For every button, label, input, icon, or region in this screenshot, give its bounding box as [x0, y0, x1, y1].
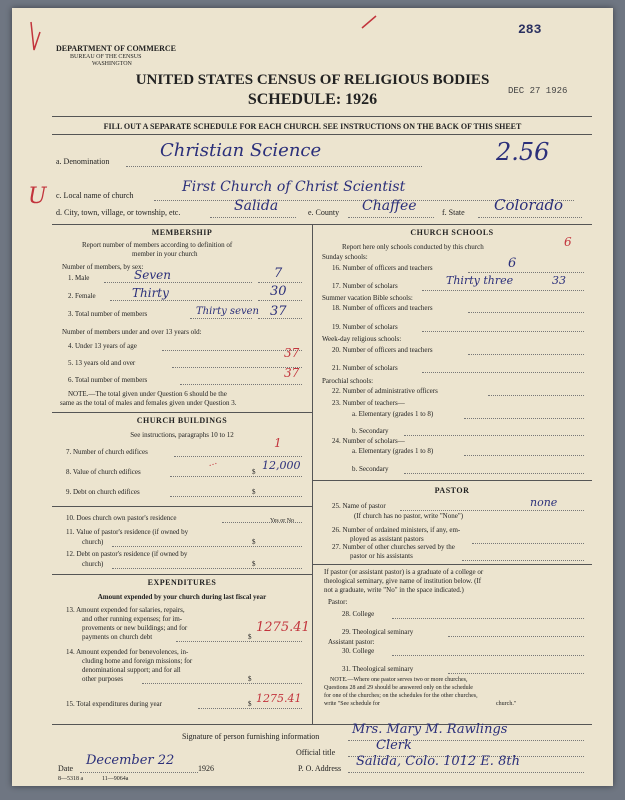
buildings-instructions: See instructions, paragraphs 10 to 12 [130, 431, 234, 439]
q25-hint: (If church has no pastor, write "None") [354, 512, 464, 520]
q6-label: 6. Total number of members [68, 376, 148, 384]
schools-intro: Report here only schools conducted by this church [342, 243, 484, 251]
q24a-label: a. Elementary (grades 1 to 8) [352, 447, 434, 455]
q5-label: 5. 13 years old and over [68, 359, 136, 367]
q14-label: 14. Amount expended for benevolences, in- [66, 648, 189, 656]
q21-label: 21. Number of scholars [332, 364, 398, 372]
pastor-heading: PASTOR [434, 486, 470, 495]
q13-value: 1275.41 [256, 620, 310, 635]
graduate-instructions: If pastor (or assistant pastor) is a graduate of a college or [324, 568, 484, 576]
q17-words: Thirty three [446, 274, 514, 287]
state-label: f. State [442, 208, 465, 217]
summer-schools-label: Summer vacation Bible schools: [322, 294, 413, 302]
q14-label-3: denominational support; and for all [82, 666, 181, 674]
pastor-note: NOTE.—Where one pastor serves two or more churches, [330, 677, 468, 683]
dollar-sign: $ [248, 633, 252, 641]
q1-label: 1. Male [68, 274, 90, 282]
dept-name: DEPARTMENT OF COMMERCE [56, 44, 177, 53]
q24-label: 24. Number of scholars— [332, 437, 405, 445]
bureau-name: BUREAU OF THE CENSUS [70, 54, 142, 60]
weekday-schools-label: Week-day religious schools: [322, 335, 402, 343]
signature-label: Signature of person furnishing information [182, 732, 320, 741]
dollar-sign: $ [248, 700, 252, 708]
schools-heading: CHURCH SCHOOLS [410, 228, 494, 237]
q27-label-2: pastor or his assistants [350, 552, 413, 560]
q7-label: 7. Number of church edifices [66, 448, 148, 456]
county-label: e. County [308, 208, 340, 217]
denomination-code: 2.56 [496, 138, 550, 166]
q2-label: 2. Female [68, 292, 96, 300]
members-by-sex-label: Number of members, by sex: [62, 263, 144, 271]
q13-label-3: provements or new buildings; and for [82, 624, 188, 632]
city-label: d. City, town, village, or township, etc. [56, 208, 181, 217]
q17-label: 17. Number of scholars [332, 282, 398, 290]
q13-label-4: payments on church debt [82, 633, 153, 641]
church-name-label: c. Local name of church [56, 191, 134, 200]
membership-note-2: same as the total of males and females given under Question 3. [60, 399, 237, 407]
q26-label-2: ployed as assistant pastors [350, 535, 424, 543]
q20-label: 20. Number of officers and teachers [332, 346, 433, 354]
pastor-note-3: for one of the churches; on the schedules for the other churches, [324, 693, 478, 699]
expenditures-heading: EXPENDITURES [147, 578, 217, 587]
q17-number: 33 [552, 274, 566, 287]
official-title-label: Official title [296, 748, 336, 757]
denomination-value: Christian Science [160, 140, 322, 161]
q7-number: 1 [274, 436, 282, 450]
po-address-label: P. O. Address [298, 764, 342, 773]
q2-number: 30 [270, 284, 287, 299]
red-check-mark [28, 20, 42, 54]
pastor-note-5: church." [496, 701, 517, 707]
q25-value: none [530, 496, 558, 509]
q24b-label: b. Secondary [352, 465, 389, 473]
membership-heading: MEMBERSHIP [151, 228, 213, 237]
q8-label: 8. Value of church edifices [66, 468, 141, 476]
dollar-sign: $ [252, 560, 256, 568]
q15-label: 15. Total expenditures during year [66, 700, 162, 708]
q14-label-4: other purposes [82, 675, 124, 683]
dollar-sign: $ [252, 468, 256, 476]
q11-label: 11. Value of pastor's residence (if owned by [66, 528, 189, 536]
q27-label: 27. Number of other churches served by the [332, 543, 455, 551]
q9-label: 9. Debt on church edifices [66, 488, 140, 496]
received-stamp: DEC 27 1926 [508, 86, 568, 96]
yes-no-hint: Yes or No [270, 518, 295, 524]
q31-label: 31. Theological seminary [342, 665, 414, 673]
schedule-title: SCHEDULE: 1926 [247, 91, 378, 108]
q4-label: 4. Under 13 years of age [68, 342, 137, 350]
po-address-value: Salida, Colo. 1012 E. 8th [356, 754, 520, 769]
denomination-label: a. Denomination [56, 157, 110, 166]
buildings-heading: CHURCH BUILDINGS [136, 416, 228, 425]
expenditures-intro: Amount expended by your church during last fiscal year [97, 593, 267, 601]
q15-value: 1275.41 [256, 692, 302, 705]
q30-label: 30. College [342, 647, 375, 655]
q18-label: 18. Number of officers and teachers [332, 304, 433, 312]
schools-intro-mark: 6 [564, 235, 572, 249]
county-value: Chaffee [362, 198, 417, 214]
official-title-value: Clerk [376, 738, 412, 753]
dollar-sign: $ [252, 488, 256, 496]
q12-label: 12. Debt on pastor's residence (if owned by [66, 550, 188, 558]
census-schedule-sheet [12, 8, 613, 786]
dollar-sign: $ [252, 538, 256, 546]
parochial-schools-label: Parochial schools: [322, 377, 374, 385]
membership-intro-2: member in your church [132, 250, 198, 258]
assistant-pastor-label: Assistant pastor: [328, 638, 375, 646]
dollar-sign: $ [248, 675, 252, 683]
margin-mark: U [28, 184, 47, 209]
q28-label: 28. College [342, 610, 375, 618]
q26-label: 26. Number of ordained ministers, if any, em- [332, 526, 461, 534]
q2-words: Thirty [132, 286, 169, 300]
q1-words: Seven [134, 268, 171, 282]
pastor-label: Pastor: [328, 598, 348, 606]
q29-label: 29. Theological seminary [342, 628, 414, 636]
membership-note: NOTE.—The total given under Question 6 should be the [68, 390, 227, 398]
membership-intro: Report number of members according to definition of [82, 241, 233, 249]
q1-number: 7 [274, 266, 283, 281]
bureau-city: WASHINGTON [92, 61, 132, 67]
graduate-instructions-2: theological seminary, give name of institution below. (If [324, 577, 482, 585]
q13-label-2: and other running expenses; for im- [82, 615, 183, 623]
q3-label: 3. Total number of members [68, 310, 148, 318]
signature-value: Mrs. Mary M. Rawlings [352, 722, 508, 737]
q25-label: 25. Name of pastor [332, 502, 386, 510]
print-number: 11—9064a [102, 776, 129, 782]
q10-label: 10. Does church own pastor's residence [66, 514, 177, 522]
city-value: Salida [234, 198, 279, 214]
q5-number: 37 [284, 346, 300, 360]
q16-label: 16. Number of officers and teachers [332, 264, 433, 272]
graduate-instructions-3: not a graduate, write "No" in the space indicated.) [324, 586, 464, 594]
date-value: December 22 [86, 753, 175, 768]
schedule-number: 283 [518, 22, 542, 37]
q11-label-2: church) [82, 538, 104, 546]
q12-label-2: church) [82, 560, 104, 568]
q22-label: 22. Number of administrative officers [332, 387, 438, 395]
pastor-note-4: write "See schedule for [324, 701, 380, 707]
q3-number: 37 [270, 304, 287, 319]
q19-label: 19. Number of scholars [332, 323, 398, 331]
q3-words: Thirty seven [196, 306, 259, 317]
sunday-schools-label: Sunday schools: [322, 253, 368, 261]
date-year: 1926 [198, 764, 214, 773]
red-check-mark [360, 14, 380, 34]
page-title: UNITED STATES CENSUS OF RELIGIOUS BODIES [135, 72, 490, 88]
q8-red-note: … [206, 456, 219, 470]
q23a-label: a. Elementary (grades 1 to 8) [352, 410, 434, 418]
q16-number: 6 [508, 256, 517, 271]
church-name-value: First Church of Christ Scientist [182, 179, 406, 195]
q14-label-2: cluding home and foreign missions; for [82, 657, 193, 665]
age-groups-label: Number of members under and over 13 years old: [62, 328, 202, 336]
form-number: 8—5318 a [58, 776, 84, 782]
pastor-note-2: Questions 28 and 29 should be answered only on the schedule [324, 685, 473, 691]
q13-label: 13. Amount expended for salaries, repairs, [66, 606, 185, 614]
q8-value: 12,000 [262, 459, 301, 472]
date-label: Date [58, 764, 74, 773]
instructions-line: FILL OUT A SEPARATE SCHEDULE FOR EACH CHURCH. SEE INSTRUCTIONS ON THE BACK OF THIS SHEET [103, 122, 522, 131]
q6-number: 37 [284, 366, 300, 380]
state-value: Colorado [494, 196, 564, 214]
q23-label: 23. Number of teachers— [332, 399, 405, 407]
q23b-label: b. Secondary [352, 427, 389, 435]
